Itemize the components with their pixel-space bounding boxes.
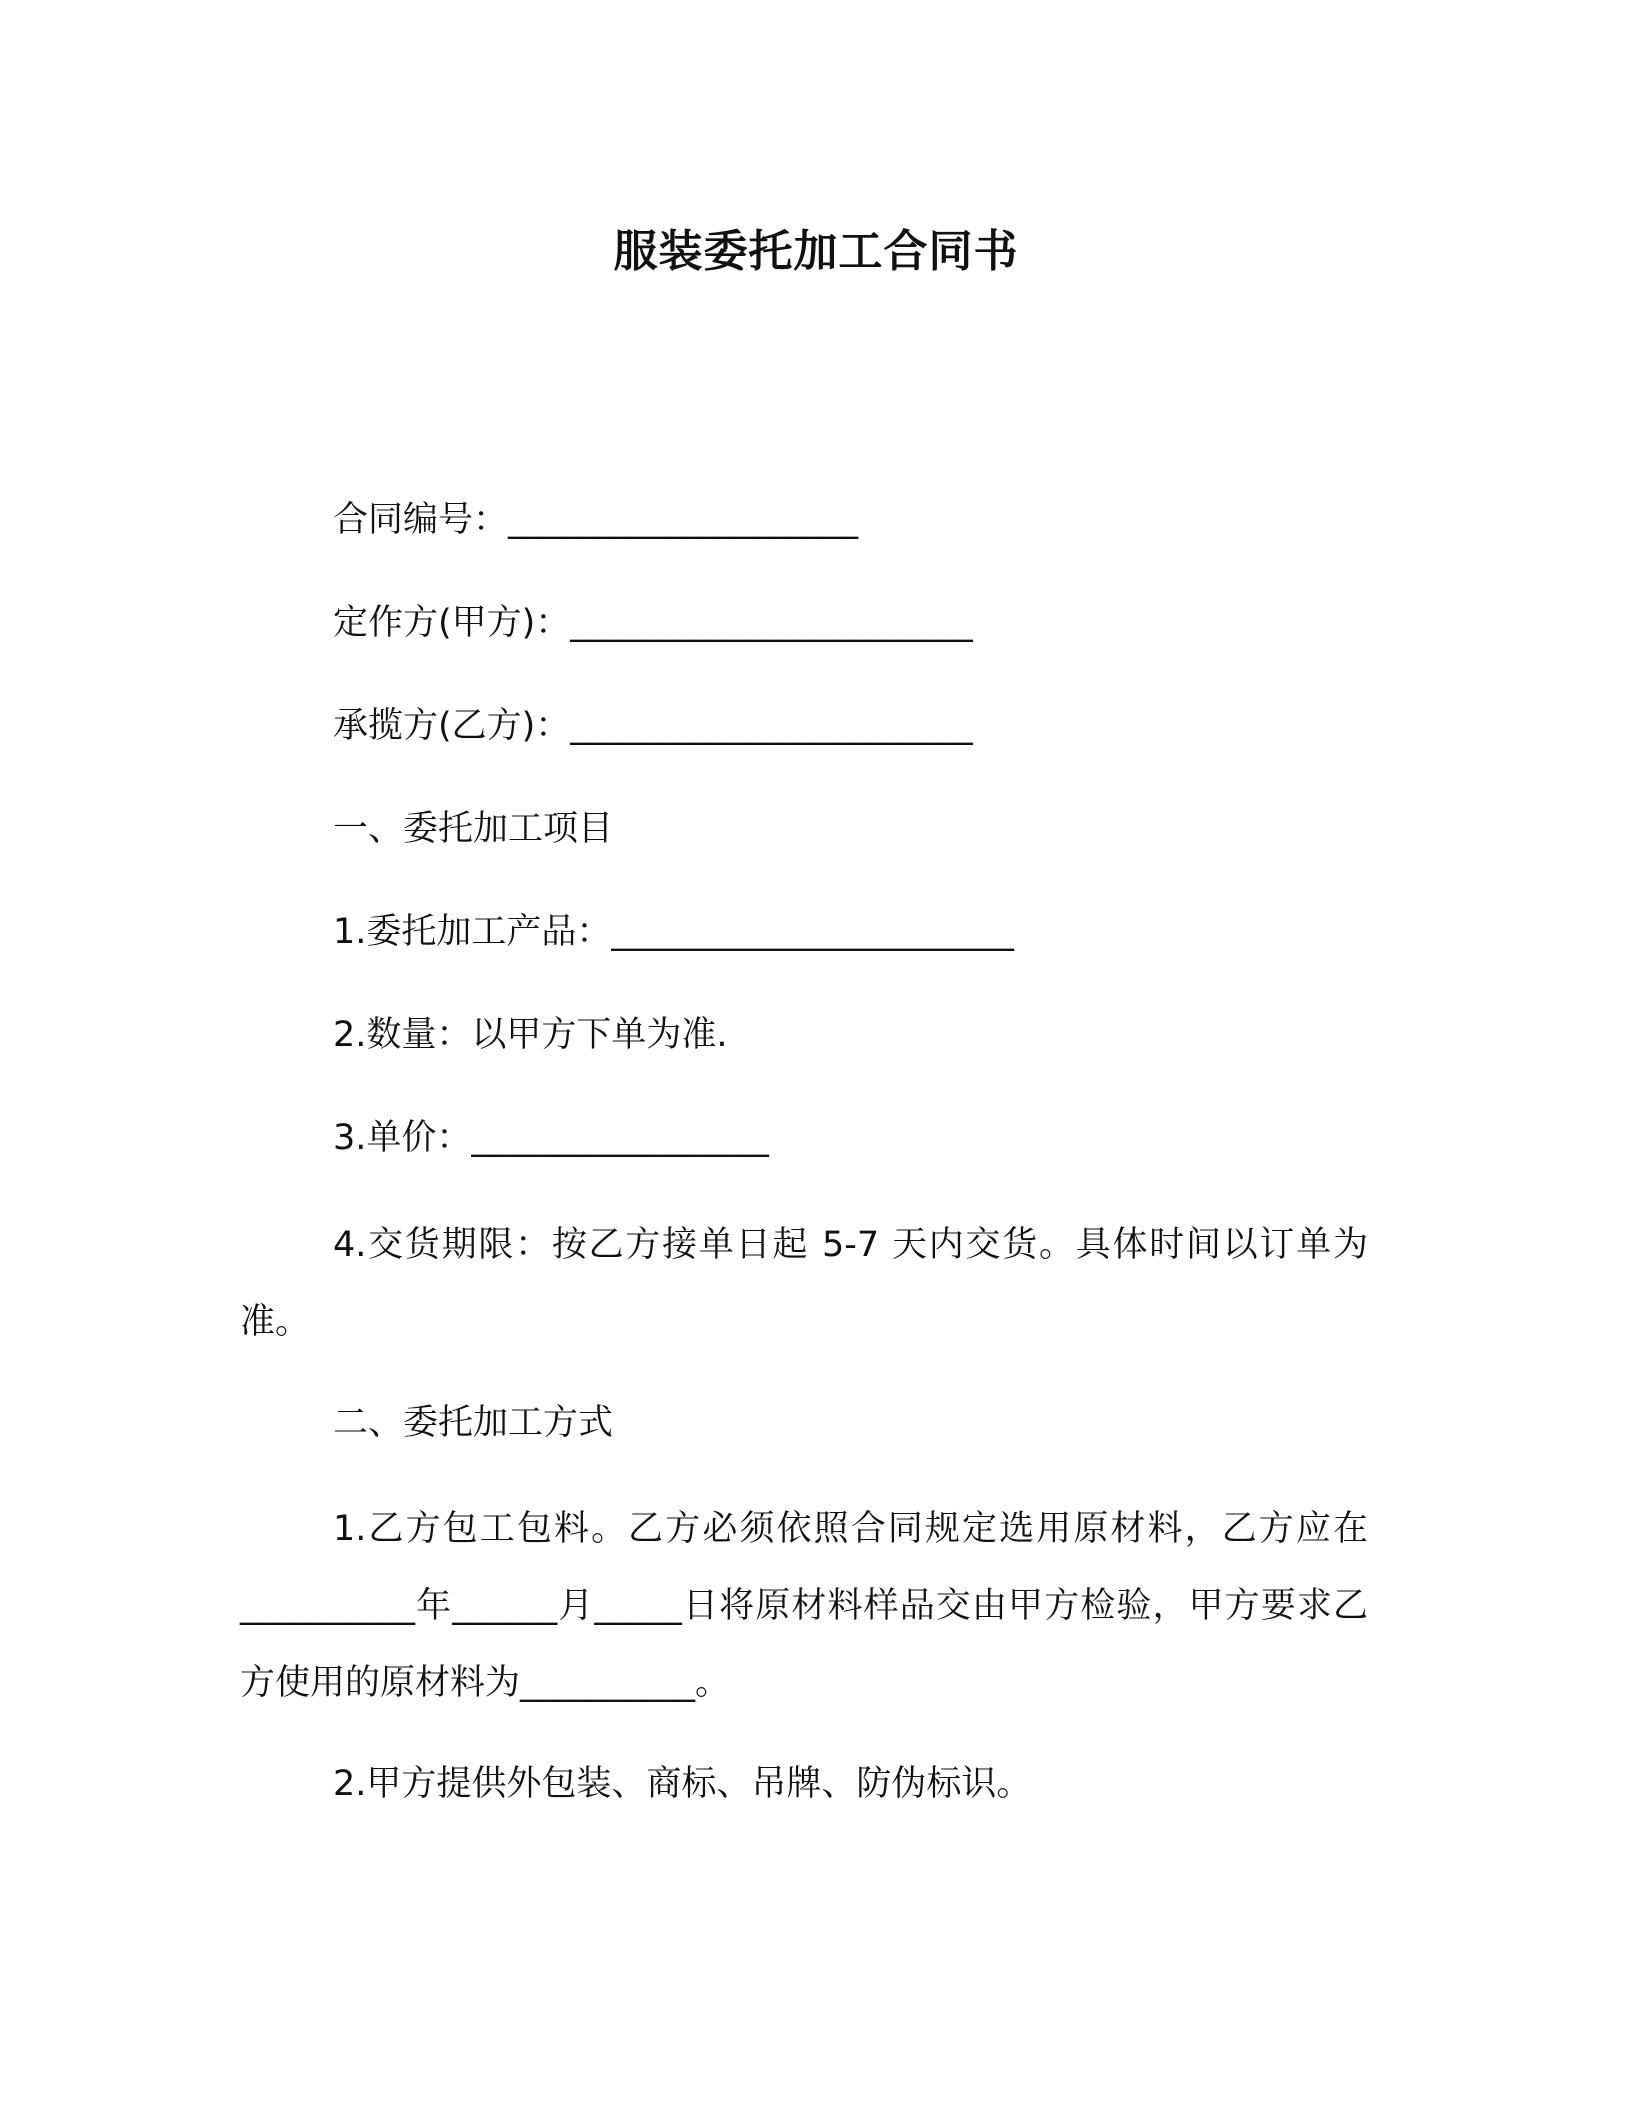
section-2-item-2: 2.甲方提供外包装、商标、吊牌、防伪标识。	[333, 1764, 1032, 1804]
party-b-line: 承揽方(乙方)：_______________________	[333, 706, 973, 746]
section-2-heading: 二、委托加工方式	[333, 1403, 614, 1443]
section-1-heading: 一、委托加工项目	[333, 809, 614, 849]
contract-number-line: 合同编号：____________________	[333, 500, 859, 540]
section-2-item-1: 1.乙方包工包料。乙方必须依照合同规定选用原材料，乙方应在__________年______月_____日将原材料样品交由甲方检验，甲方要求乙方使用的原材料为__________。	[240, 1509, 1368, 1703]
document-title: 服装委托加工合同书	[613, 226, 1019, 277]
section-1-item-4: 4.交货期限：按乙方接单日起 5-7 天内交货。具体时间以订单为准。	[240, 1225, 1368, 1342]
section-1-item-1: 1.委托加工产品：_______________________	[333, 912, 1014, 952]
section-1-item-3: 3.单价：_________________	[333, 1118, 769, 1158]
party-a-line: 定作方(甲方)：_______________________	[333, 603, 973, 643]
section-1-item-2: 2.数量：以甲方下单为准.	[333, 1015, 728, 1055]
